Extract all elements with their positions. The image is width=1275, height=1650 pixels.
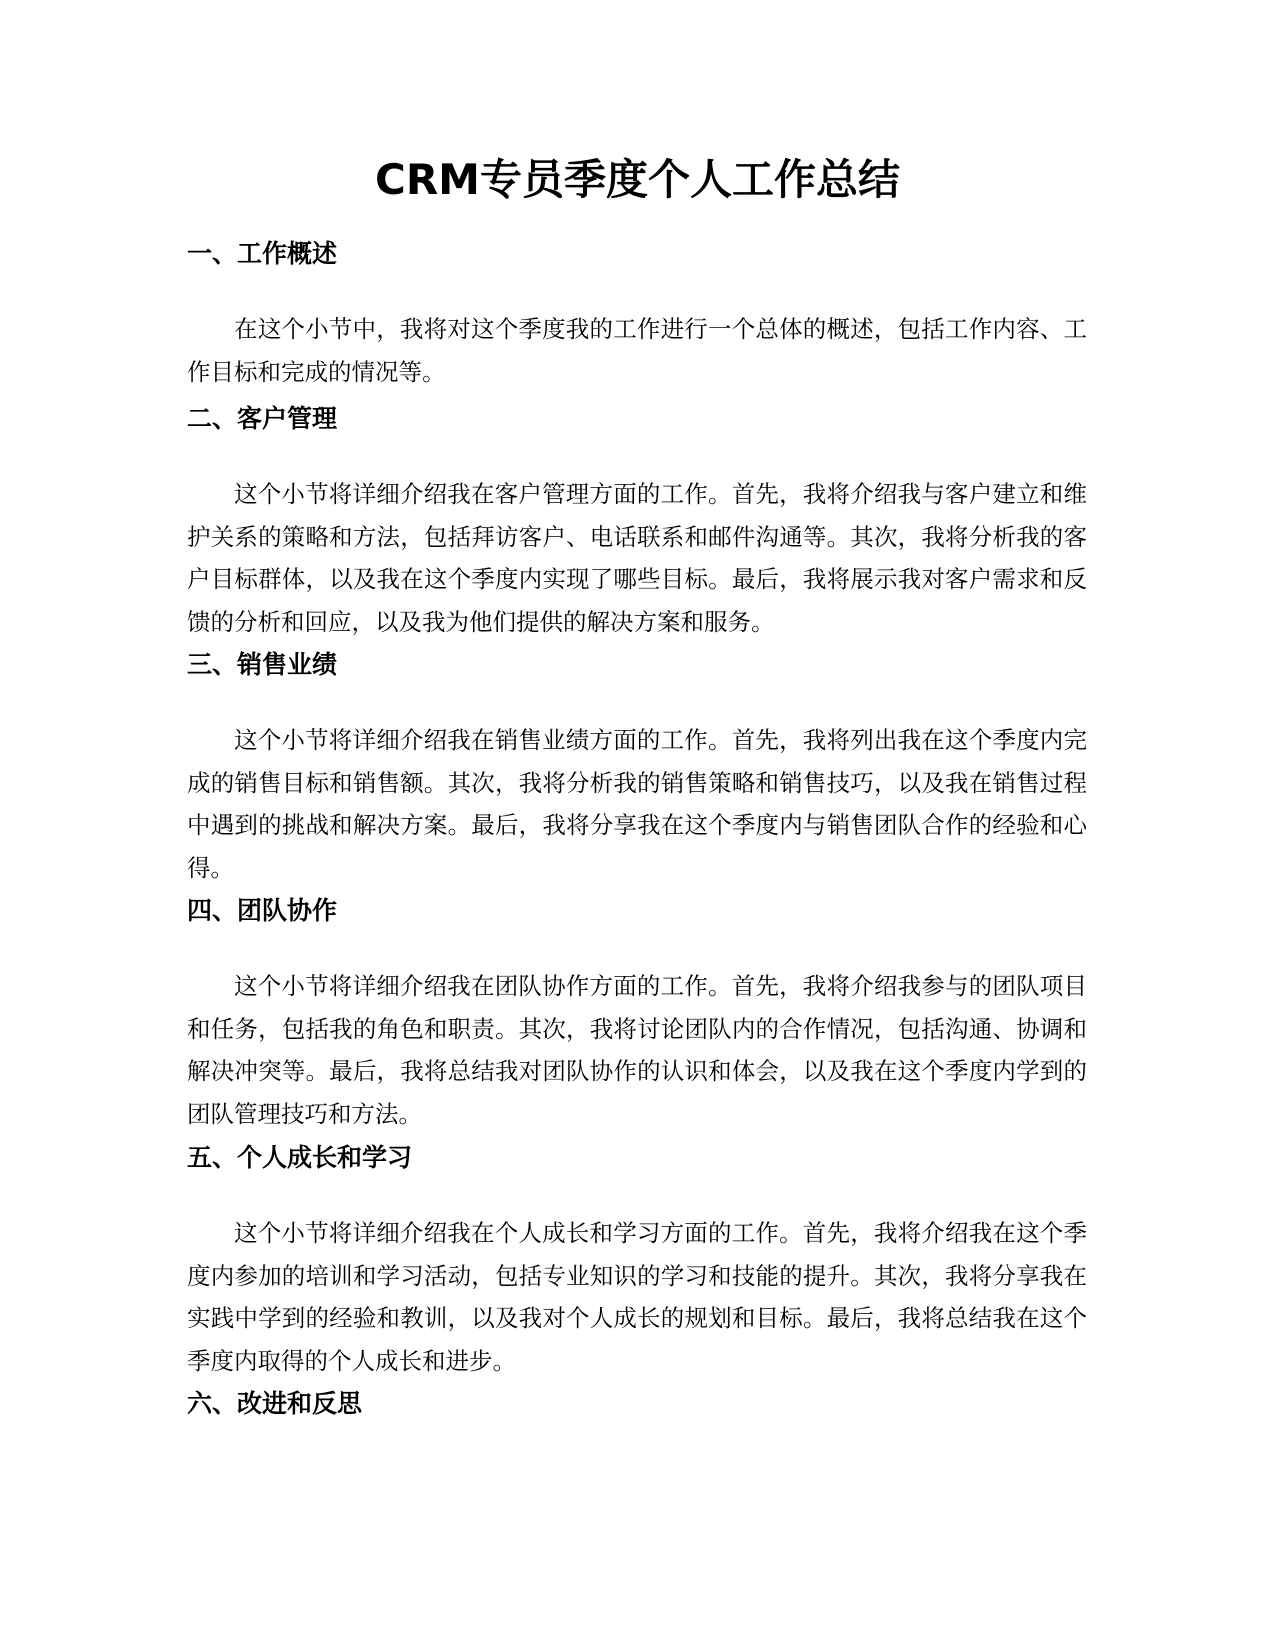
section-body: 这个小节将详细介绍我在个人成长和学习方面的工作。首先，我将介绍我在这个季度内参加的培训和学习活动，包括专业知识的学习和技能的提升。其次，我将分享我在实践中学到的经验和教训，以及我对个人成长的规划和目标。最后，我将总结我在这个季度内取得的个人成长和进步。 xyxy=(187,1219,1087,1375)
section-body: 这个小节将详细介绍我在团队协作方面的工作。首先，我将介绍我参与的团队项目和任务，包括我的角色和职责。其次，我将讨论团队内的合作情况，包括沟通、协调和解决冲突等。最后，我将总结我对团队协作的认识和体会，以及我在这个季度内学到的团队管理技巧和方法。 xyxy=(187,972,1087,1128)
section-personal-growth xyxy=(187,1140,1087,1382)
section-heading: 六、改进和反思 xyxy=(187,1389,363,1418)
section-body: 这个小节将详细介绍我在销售业绩方面的工作。首先，我将列出我在这个季度内完成的销售目标和销售额。其次，我将分析我的销售策略和销售技巧，以及我在销售过程中遇到的挑战和解决方案。最后，我将分享我在这个季度内与销售团队合作的经验和心得。 xyxy=(187,726,1087,882)
section-body: 这个小节将详细介绍我在客户管理方面的工作。首先，我将介绍我与客户建立和维护关系的策略和方法，包括拜访客户、电话联系和邮件沟通等。其次，我将分析我的客户目标群体，以及我在这个季度内实现了哪些目标。最后，我将展示我对客户需求和反馈的分析和回应，以及我为他们提供的解决方案和服务。 xyxy=(187,480,1087,636)
section-improvement-reflection xyxy=(187,1386,1087,1422)
section-heading: 四、团队协作 xyxy=(187,896,338,925)
section-work-overview xyxy=(187,236,1087,393)
section-body: 在这个小节中，我将对这个季度我的工作进行一个总体的概述，包括工作内容、工作目标和完成的情况等。 xyxy=(187,315,1087,386)
section-sales-performance xyxy=(187,647,1087,889)
section-team-collaboration xyxy=(187,893,1087,1135)
section-heading: 三、销售业绩 xyxy=(187,650,338,679)
section-customer-management xyxy=(187,401,1087,643)
section-heading: 二、客户管理 xyxy=(187,404,338,433)
document-title: CRM专员季度个人工作总结 xyxy=(375,155,900,204)
section-heading: 一、工作概述 xyxy=(187,239,338,268)
section-heading: 五、个人成长和学习 xyxy=(187,1143,413,1172)
